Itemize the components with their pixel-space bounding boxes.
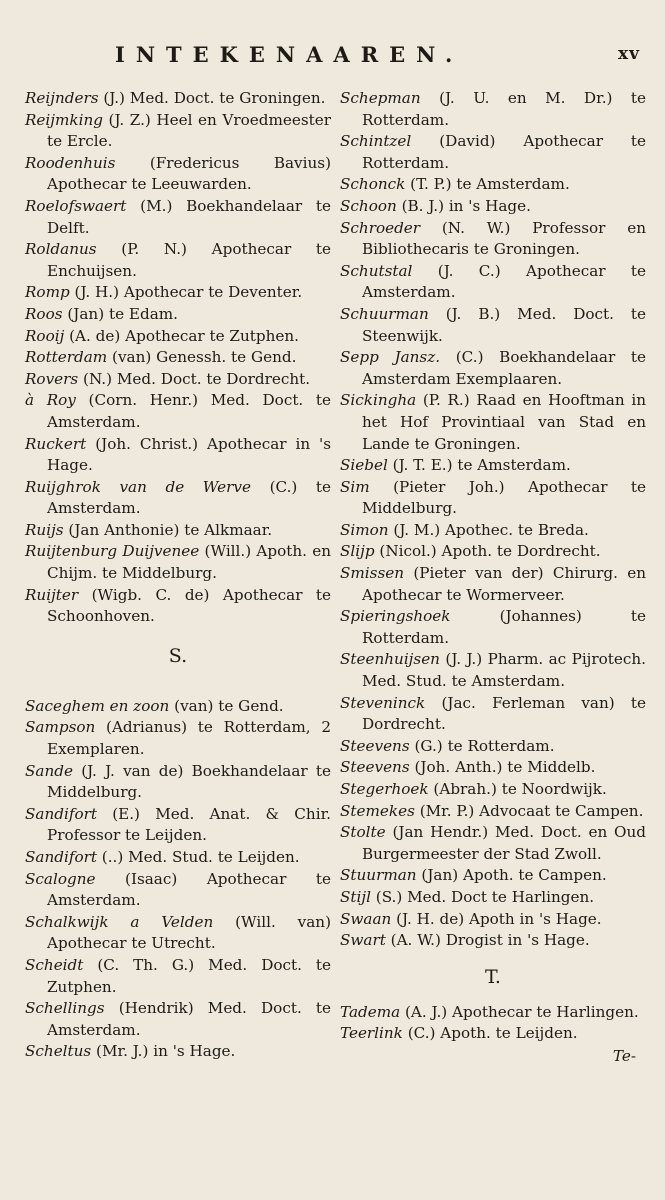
subscriber-details: (B. J.) in 's Hage. [401, 196, 531, 215]
subscriber-details: (Mr. P.) Advocaat te Campen. [419, 801, 644, 820]
subscriber-surname: Ruijghrok van de Werve [25, 477, 251, 496]
subscriber-surname: Slijp [340, 542, 375, 561]
subscriber-details: (Jan) te Edam. [67, 304, 178, 323]
subscriber-entry [25, 541, 331, 584]
subscriber-surname: Steevens [340, 758, 410, 777]
subscriber-entry [340, 88, 646, 131]
subscriber-surname: Reijmking [25, 110, 103, 129]
subscriber-surname: Ruckert [25, 434, 87, 453]
subscriber-details: (Jan Anthonie) te Alkmaar. [68, 520, 273, 539]
subscriber-surname: Teerlink [340, 1024, 403, 1043]
subscriber-entry [25, 434, 331, 477]
subscriber-surname: Tadema [340, 1002, 401, 1021]
subscriber-details: (Abrah.) te Noordwijk. [433, 780, 607, 798]
subscriber-surname: Scheltus [25, 1042, 92, 1061]
subscriber-surname: Stuurman [340, 866, 417, 885]
subscriber-surname: Steenhuijsen [340, 650, 440, 669]
page-number: xv [617, 44, 640, 64]
subscriber-entry [25, 347, 331, 369]
subscriber-entry [25, 390, 331, 433]
list-r-entries [25, 88, 331, 628]
subscriber-surname: Sepp Jansz. [340, 348, 441, 367]
subscriber-surname: Ruijs [25, 520, 64, 539]
subscriber-entry [340, 520, 646, 542]
subscriber-details: (..) Med. Stud. te Leijden. [101, 848, 300, 866]
subscriber-entry [25, 804, 331, 847]
subscriber-entry [25, 477, 331, 520]
subscriber-details: (J. U. en M. Dr.) te Rotterdam. [362, 89, 646, 129]
subscriber-details: (David) Apothecar te Rotterdam. [362, 132, 646, 172]
subscriber-details: (C.) te Amsterdam. [47, 477, 331, 518]
subscriber-entry [25, 153, 331, 196]
subscriber-entry [25, 761, 331, 804]
subscriber-entry [340, 909, 646, 931]
subscriber-surname: Swart [340, 931, 386, 950]
subscriber-surname: Roldanus [25, 240, 97, 259]
subscriber-entry [340, 563, 646, 606]
subscriber-details: (C.) Apoth. te Leijden. [407, 1024, 578, 1043]
subscriber-entry [340, 261, 646, 304]
subscriber-surname: Schoon [340, 196, 397, 215]
subscriber-details: (A. J.) Apothecar te Harlingen. [405, 1002, 639, 1021]
subscriber-surname: Schuurman [340, 304, 429, 323]
subscriber-details: (E.) Med. Anat. & Chir. Professor te Leijden. [47, 804, 331, 845]
subscriber-entry [340, 196, 646, 218]
subscriber-surname: Siebel [340, 456, 388, 475]
subscriber-surname: Schroeder [340, 218, 421, 237]
subscriber-details: (J. Z.) Heel en Vroedmeester te Ercle. [47, 110, 331, 151]
subscriber-surname: Reijnders [25, 89, 99, 107]
subscriber-surname: Schalkwijk a Velden [25, 912, 214, 931]
subscriber-details: (van) te Gend. [174, 696, 284, 715]
subscriber-entry [25, 1041, 331, 1063]
subscriber-details: (J. C.) Apothecar te Amsterdam. [362, 261, 646, 302]
subscriber-surname: Rovers [25, 369, 79, 388]
subscriber-entry [340, 131, 646, 174]
subscriber-details: (Jan) Apoth. te Campen. [421, 866, 607, 885]
subscriber-entry [340, 649, 646, 692]
catchword: Te- [612, 1046, 636, 1065]
subscriber-entry [340, 606, 646, 649]
subscriber-surname: Scalogne [25, 869, 96, 888]
subscriber-surname: Roos [25, 304, 63, 323]
subscriber-details: (P. R.) Raad en Hooftman in het Hof Provintiaal van Stad en Lande te Groningen. [362, 391, 646, 453]
subscriber-surname: Ruijtenburg Duijvenee [25, 542, 200, 561]
subscriber-entry [25, 696, 331, 718]
subscriber-details: (Joh. Anth.) te Middelb. [414, 758, 596, 777]
subscriber-details: (Will.) Apoth. en Chijm. te Middelburg. [47, 542, 331, 583]
subscriber-surname: Schepman [340, 89, 421, 107]
subscriber-entry [25, 326, 331, 348]
subscriber-surname: Roodenhuis [25, 153, 116, 172]
list-s-entries [25, 696, 331, 1063]
subscriber-details: (Jac. Ferleman van) te Dordrecht. [362, 693, 646, 734]
subscriber-surname: Romp [25, 283, 70, 302]
subscriber-details: (T. P.) te Amsterdam. [410, 175, 570, 194]
subscriber-entry [340, 477, 646, 520]
subscriber-surname: Steevens [340, 736, 410, 755]
subscriber-entry [25, 88, 331, 110]
subscriber-entry [340, 455, 646, 477]
subscriber-details: (N. W.) Professor en Bibliothecaris te Groningen. [362, 218, 646, 259]
subscriber-details: (J.) Med. Doct. te Groningen. [103, 89, 326, 107]
subscriber-details: (Mr. J.) in 's Hage. [96, 1042, 236, 1061]
list-s-entries-continued [340, 88, 646, 952]
subscriber-surname: Steveninck [340, 693, 426, 712]
subscriber-details: (J. J.) Pharm. ac Pijrotech. Med. Stud. te Amsterdam. [362, 650, 647, 691]
subscriber-entry [340, 390, 646, 455]
subscriber-details: (Hendrik) Med. Doct. te Amsterdam. [47, 999, 332, 1039]
subscriber-entry [340, 887, 646, 909]
header-title: INTEKENAAREN. [115, 42, 464, 67]
subscriber-entry [340, 757, 646, 779]
subscriber-details: (Jan Hendr.) Med. Doct. en Oud Burgermeester der Stad Zwoll. [362, 823, 647, 863]
subscriber-details: (Adrianus) te Rotterdam, 2 Exemplaren. [47, 718, 331, 759]
subscriber-surname: Sim [340, 477, 370, 496]
subscriber-details: (G.) te Rotterdam. [414, 736, 555, 755]
subscriber-entry [25, 196, 331, 239]
subscriber-details: (J. J. van de) Boekhandelaar te Middelburg. [47, 761, 332, 802]
subscriber-entry [340, 822, 646, 865]
subscriber-entry [340, 1002, 646, 1024]
subscriber-details: (Joh. Christ.) Apothecar in 's Hage. [47, 434, 331, 475]
subscriber-details: (A. W.) Drogist in 's Hage. [390, 931, 590, 950]
subscriber-details: (J. B.) Med. Doct. te Steenwijk. [362, 304, 647, 345]
subscriber-details: (N.) Med. Doct. te Dordrecht. [83, 369, 311, 388]
subscriber-surname: à Roy [25, 391, 76, 410]
subscriber-details: (J. T. E.) te Amsterdam. [392, 456, 571, 475]
subscriber-entry [25, 110, 331, 153]
subscriber-surname: Ruijter [25, 585, 79, 604]
subscriber-surname: Sandifort [25, 848, 97, 866]
subscriber-entry [25, 847, 331, 869]
subscriber-surname: Stijl [340, 887, 371, 906]
subscriber-surname: Scheidt [25, 955, 84, 974]
subscriber-entry [340, 865, 646, 887]
subscriber-entry [340, 930, 646, 952]
subscriber-entry [340, 693, 646, 736]
subscriber-entry [25, 304, 331, 326]
subscriber-surname: Sampson [25, 718, 96, 737]
subscriber-details: (J. M.) Apothec. te Breda. [393, 520, 589, 539]
subscriber-details: (van) Genessh. te Gend. [112, 348, 297, 367]
subscriber-entry [340, 801, 646, 823]
subscriber-surname: Spieringshoek [340, 607, 451, 626]
subscriber-entry [340, 304, 646, 347]
subscriber-details: (M.) Boekhandelaar te Delft. [47, 196, 331, 237]
subscriber-entry [25, 717, 331, 760]
subscriber-entry [340, 174, 646, 196]
subscriber-entry [340, 218, 646, 261]
subscriber-details: (Wigb. C. de) Apothecar te Schoonhoven. [47, 585, 332, 626]
subscriber-details: (Will. van) Apothecar te Utrecht. [47, 912, 331, 953]
subscriber-surname: Schellings [25, 999, 105, 1018]
subscriber-surname: Simon [340, 520, 389, 539]
subscriber-surname: Stegerhoek [340, 780, 429, 798]
subscriber-details: (A. de) Apothecar te Zutphen. [69, 326, 299, 345]
subscriber-details: (P. N.) Apothecar te Enchuijsen. [47, 240, 332, 280]
subscriber-details: (S.) Med. Doct te Harlingen. [375, 887, 595, 906]
subscriber-surname: Sickingha [340, 391, 417, 410]
subscriber-surname: Stemekes [340, 801, 415, 820]
subscriber-entry [25, 585, 331, 628]
subscriber-surname: Swaan [340, 909, 392, 928]
subscriber-surname: Saceghem en zoon [25, 696, 170, 715]
subscriber-entry [25, 998, 331, 1041]
subscriber-entry [25, 955, 331, 998]
subscriber-entry [25, 239, 331, 282]
subscriber-entry [25, 912, 331, 955]
subscriber-details: (Johannes) te Rotterdam. [362, 607, 646, 647]
subscriber-entry [25, 520, 331, 542]
subscriber-entry [340, 779, 646, 801]
subscriber-surname: Schutstal [340, 261, 413, 280]
subscriber-details: (Fredericus Bavius) Apothecar te Leeuwarden. [47, 153, 331, 194]
right-column [340, 88, 646, 1067]
subscriber-details: (Corn. Henr.) Med. Doct. te Amsterdam. [47, 391, 331, 431]
subscriber-details: (Pieter van der) Chirurg. en Apothecar te Wormerveer. [362, 564, 647, 604]
subscriber-details: (C.) Boekhandelaar te Amsterdam Exemplaaren. [362, 348, 646, 388]
subscriber-entry [340, 736, 646, 758]
subscriber-entry [25, 282, 331, 304]
subscriber-entry [25, 369, 331, 391]
subscriber-details: (J. H.) Apothecar te Deventer. [74, 283, 303, 302]
subscriber-surname: Sandifort [25, 804, 97, 823]
subscriber-surname: Schintzel [340, 132, 412, 151]
subscriber-entry [340, 347, 646, 390]
subscriber-surname: Roelofswaert [25, 196, 127, 215]
subscriber-surname: Rooij [25, 326, 65, 345]
subscriber-surname: Stolte [340, 823, 386, 842]
subscriber-surname: Sande [25, 761, 73, 780]
subscriber-surname: Schonck [340, 175, 406, 194]
subscriber-entry [25, 869, 331, 912]
running-header [115, 42, 640, 74]
subscriber-surname: Rotterdam [25, 348, 108, 367]
subscriber-details: (Nicol.) Apoth. te Dordrecht. [379, 542, 601, 561]
subscriber-details: (Isaac) Apothecar te Amsterdam. [47, 869, 331, 910]
section-heading-t: T. [485, 965, 501, 988]
list-t-entries [340, 1002, 646, 1045]
left-column [25, 88, 331, 1063]
subscriber-surname: Smissen [340, 564, 405, 583]
subscriber-details: (C. Th. G.) Med. Doct. te Zutphen. [47, 955, 331, 996]
subscriber-details: (Pieter Joh.) Apothecar te Middelburg. [362, 477, 646, 518]
section-heading-s: S. [168, 644, 188, 667]
subscriber-entry [340, 541, 646, 563]
subscriber-details: (J. H. de) Apoth in 's Hage. [396, 909, 602, 928]
subscriber-entry [340, 1023, 646, 1045]
